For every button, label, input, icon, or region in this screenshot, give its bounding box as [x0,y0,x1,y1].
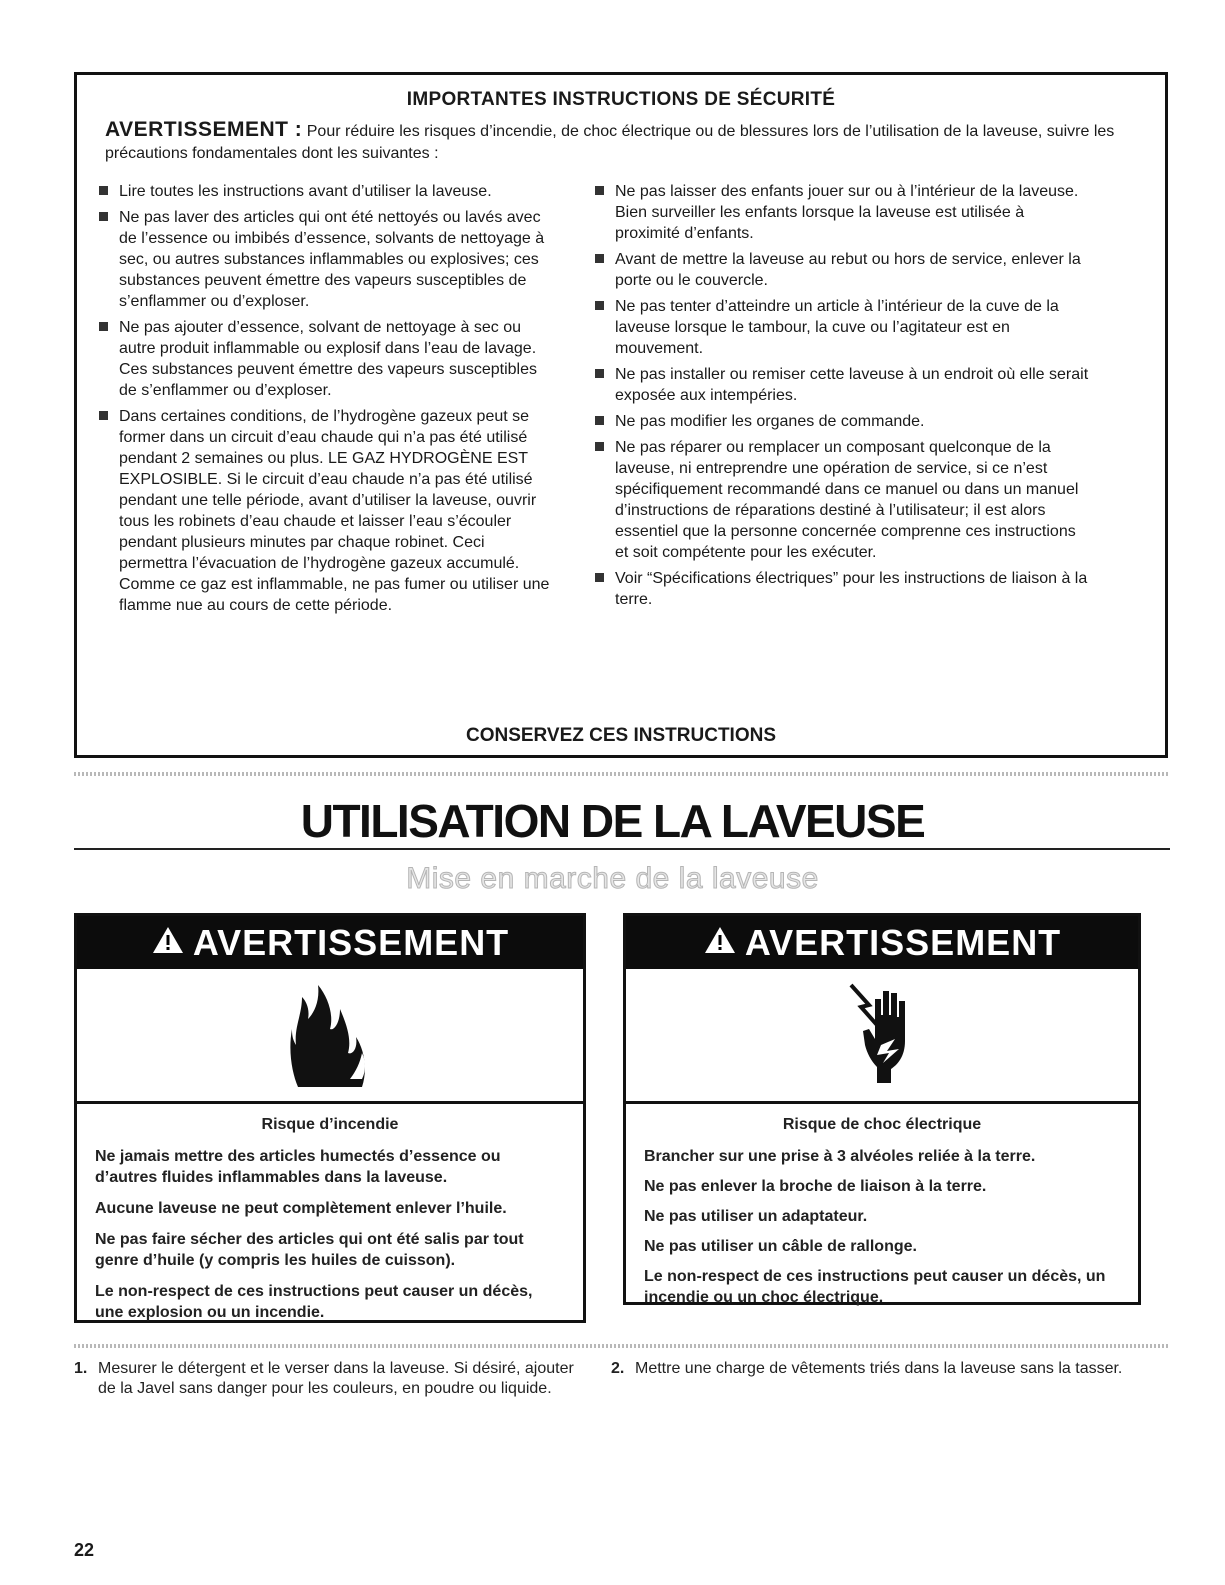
title-divider [74,848,1170,850]
warning-lead: AVERTISSEMENT : [105,118,303,141]
list-item: Ne pas installer ou remiser cette laveuse à un endroit où elle serait exposée aux intempéries. [593,364,1093,406]
dotted-divider [74,772,1170,776]
bullet-icon [99,322,108,331]
warning-line: Aucune laveuse ne peut complètement enlever l’huile. [95,1200,507,1217]
safety-list-left [97,181,557,621]
warning-line: Ne jamais mettre des articles humectés d’essence ou d’autres fluides inflammables dans la laveuse. [95,1148,501,1186]
warning-intro-text: Pour réduire les risques d’incendie, de choc électrique ou de blessures lors de l’utilisation de la laveuse, suivre les précautions fondamentales dont les suivantes : [105,123,1115,162]
list-item: Ne pas modifier les organes de commande. [593,411,1093,432]
shock-warning-body [644,1116,1120,1317]
warning-triangle-icon [151,916,185,969]
warning-line: Brancher sur une prise à 3 alvéoles reliée à la terre. [644,1148,1036,1165]
bullet-icon [99,212,108,221]
bullet-icon [595,369,604,378]
warning-header: AVERTISSEMENT [626,916,1138,969]
list-item: Ne pas ajouter d’essence, solvant de nettoyage à sec ou autre produit inflammable ou explosif dans l’eau de lavage. Ces substances peuvent émettre des vapeurs susceptibles de s’enflammer ou d’exploser. [97,317,557,401]
safety-list-right [593,181,1093,615]
page-number: 22 [74,1540,95,1560]
list-item: Dans certaines conditions, de l’hydrogène gazeux peut se former dans un circuit d’eau chaude qui n’a pas été utilisé pendant 2 semaines ou plus. LE GAZ HYDROGÈNE EST EXPLOSIBLE. Si le circuit d’eau chaude n’a pas été utilisé pendant une telle période, avant d’utiliser la laveuse, ouvrir tous les robinets d’eau chaude et laisser l’eau s’écouler pendant plusieurs minutes par chaque robinet. Ceci permettra l’évacuation de l’hydrogène gazeux accumulé. Comme ce gaz est inflammable, ne pas fumer ou utiliser une flamme nue au cours de cette période. [97,406,557,616]
list-item: Avant de mettre la laveuse au rebut ou hors de service, enlever la porte ou le couvercle. [593,249,1093,291]
list-item: Ne pas réparer ou remplacer un composant quelconque de la laveuse, ni entreprendre une opération de service, si ce n’est spécifiquement recommandé dans ce manuel ou dans un manuel d’instructions de réparations destiné à l’utilisateur; il est alors essentiel que la personne concernée comprenne ces instructions et soit compétente pour les exécuter. [593,437,1093,563]
fire-warning-panel [74,913,586,1323]
warning-header: AVERTISSEMENT [77,916,583,969]
fire-pictogram [77,969,583,1104]
bullet-icon [595,186,604,195]
warning-line: Ne pas faire sécher des articles qui ont été salis par tout genre d’huile (y compris les huiles de cuisson). [95,1231,524,1269]
warning-intro [105,119,1137,165]
fire-risk-title: Risque d’incendie [261,1116,399,1133]
list-item: Ne pas laisser des enfants jouer sur ou à l’intérieur de la laveuse. Bien surveiller les enfants lorsque la laveuse est utilisée à proximité d’enfants. [593,181,1093,244]
safety-footer: CONSERVEZ CES INSTRUCTIONS [465,725,777,746]
warning-line: Ne pas utiliser un adaptateur. [644,1208,868,1225]
bullet-icon [595,254,604,263]
step-number: 2. [611,1360,625,1377]
list-item: Ne pas laver des articles qui ont été nettoyés ou lavés avec de l’essence ou imbibés d’essence, solvants de nettoyage à sec, ou autres substances inflammables ou explosives; ces substances peuvent émettre des vapeurs susceptibles de s’enflammer ou d’exploser. [97,207,557,312]
bullet-icon [99,186,108,195]
shock-warning-panel [623,913,1141,1305]
step-item [74,1359,594,1399]
shock-pictogram [626,969,1138,1104]
shock-risk-title: Risque de choc électrique [782,1116,982,1133]
warning-line: Ne pas utiliser un câble de rallonge. [644,1238,917,1255]
warning-line: Ne pas enlever la broche de liaison à la terre. [644,1178,987,1195]
list-item: Lire toutes les instructions avant d’utiliser la laveuse. [97,181,557,202]
list-item: Ne pas tenter d’atteindre un article à l’intérieur de la cuve de la laveuse lorsque le tambour, la cuve ou l’agitateur est en mouvement. [593,296,1093,359]
bullet-icon [595,573,604,582]
fire-icon [290,979,370,1089]
step-number: 1. [74,1360,88,1377]
warning-triangle-icon [703,916,737,969]
step-item [611,1359,1141,1379]
section-subtitle: Mise en marche de la laveuse [406,862,819,895]
section-title: UTILISATION DE LA LAVEUSE [300,795,925,847]
safety-title: IMPORTANTES INSTRUCTIONS DE SÉCURITÉ [406,89,836,110]
electric-shock-icon [847,979,917,1089]
fire-warning-body [95,1116,565,1333]
list-item: Voir “Spécifications électriques” pour les instructions de liaison à la terre. [593,568,1093,610]
bullet-icon [99,411,108,420]
bullet-icon [595,416,604,425]
safety-instructions-box [74,72,1168,758]
dotted-divider [74,1344,1170,1348]
step-text: Mesurer le détergent et le verser dans la laveuse. Si désiré, ajouter de la Javel sans danger pour les couleurs, en poudre ou liquide. [98,1360,574,1397]
warning-line: Le non-respect de ces instructions peut causer un décès, une explosion ou un incendie. [95,1283,533,1321]
bullet-icon [595,442,604,451]
bullet-icon [595,301,604,310]
step-text: Mettre une charge de vêtements triés dans la laveuse sans la tasser. [635,1360,1123,1377]
warning-line: Le non-respect de ces instructions peut causer un décès, un incendie ou un choc électrique. [644,1268,1106,1306]
